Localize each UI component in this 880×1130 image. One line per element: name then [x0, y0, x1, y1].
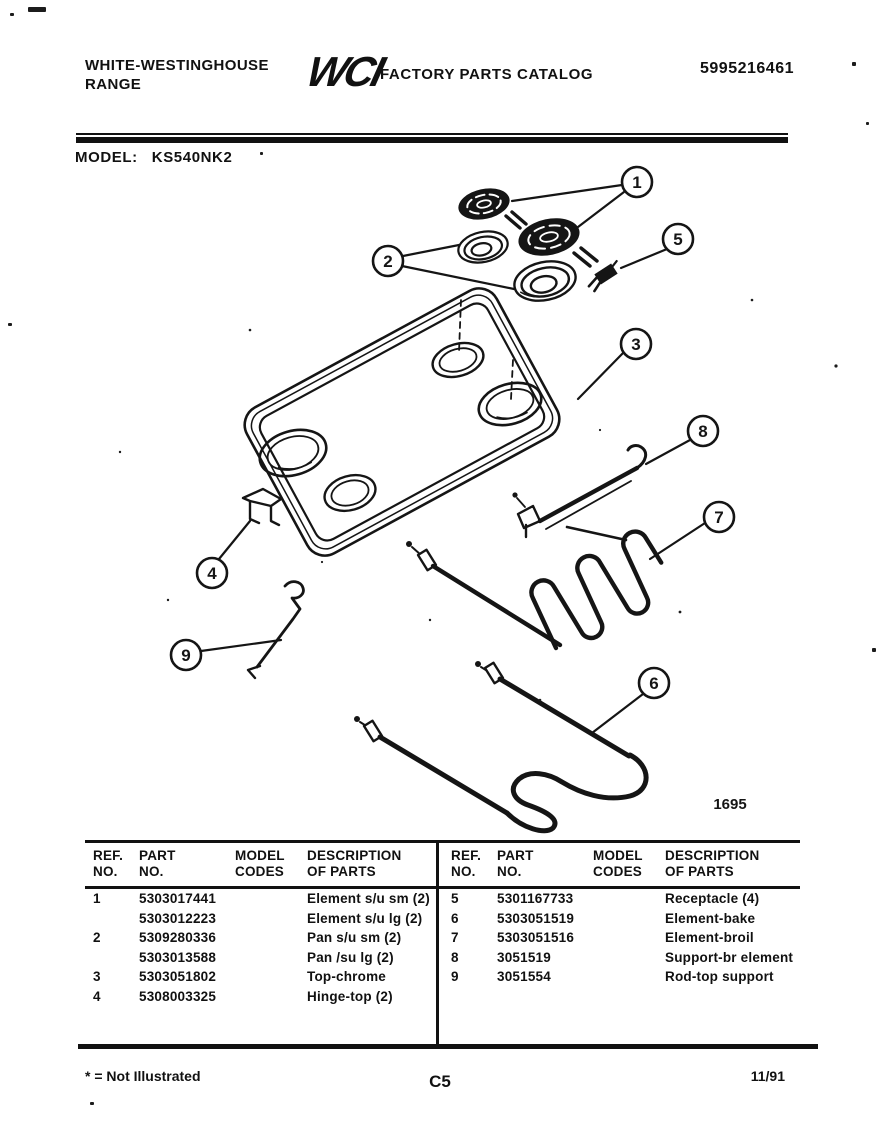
- model-codes-cell: [235, 948, 307, 968]
- callout-5: [663, 224, 693, 254]
- header-rule-thin: [76, 133, 788, 135]
- callout-9: [171, 640, 201, 670]
- scan-speck: [872, 648, 876, 652]
- ref-no-cell: 7: [451, 930, 459, 945]
- table-top-rule: [85, 840, 800, 843]
- drip-pan-large: [511, 256, 580, 306]
- description-cell: Element-broil: [665, 930, 754, 945]
- ref-no-cell: 6: [451, 910, 459, 926]
- description-cell: Pan /su lg (2): [307, 949, 394, 965]
- model-codes-cell: [235, 909, 307, 929]
- ref-no-cell: 1: [93, 891, 101, 906]
- description-cell: Element s/u sm (2): [307, 891, 430, 906]
- model-codes-cell: [593, 909, 665, 929]
- table-row: [93, 967, 433, 987]
- table-row: [93, 889, 433, 909]
- part-no-cell: 5303051802: [139, 969, 217, 984]
- brand-line2: RANGE: [85, 76, 142, 93]
- table-row: [451, 909, 796, 929]
- table-row: [93, 909, 433, 929]
- burner-opening-left: [254, 422, 331, 483]
- col-part-no: PART NO.: [139, 848, 176, 879]
- scan-speck: [260, 152, 263, 155]
- burner-opening-bottom: [320, 469, 379, 516]
- wci-logo: WCI: [302, 48, 387, 95]
- model-codes-cell: [593, 889, 665, 909]
- surface-element-small-terminal: [506, 212, 526, 228]
- svg-text:9: 9: [181, 646, 191, 665]
- scan-speck: [90, 1102, 94, 1105]
- svg-text:8: 8: [698, 422, 708, 441]
- part-no-cell: 3051554: [497, 969, 551, 984]
- callout-2-leader-a: [403, 245, 459, 256]
- burner-opening-top: [429, 337, 488, 382]
- svg-text:7: 7: [714, 508, 724, 527]
- publication-number: 5995216461: [700, 60, 794, 77]
- not-illustrated-note: * = Not Illustrated: [85, 1068, 201, 1084]
- description-cell: Receptacle (4): [665, 891, 760, 906]
- part-no-cell: 5303013588: [139, 949, 217, 965]
- ref-no-cell: [93, 948, 139, 968]
- surface-element-large-terminal: [574, 248, 597, 266]
- ref-no-cell: 9: [451, 969, 459, 984]
- part-no-cell: 5303012223: [139, 910, 217, 926]
- model-codes-cell: [593, 948, 665, 968]
- scan-speck: [28, 7, 46, 12]
- callout-8: [688, 416, 718, 446]
- brand-line1: WHITE-WESTINGHOUSE: [85, 57, 269, 74]
- col-model-codes: MODEL CODES: [593, 848, 643, 879]
- table-header: [93, 848, 433, 880]
- revision-date: 11/91: [750, 1068, 785, 1084]
- callout-3: [621, 329, 651, 359]
- part-no-cell: 5309280336: [139, 930, 217, 945]
- scan-speck: [8, 323, 12, 326]
- callout-1-leader-a: [512, 185, 622, 201]
- table-row: [451, 967, 796, 987]
- callout-4-leader: [219, 521, 250, 559]
- model-codes-cell: [235, 928, 307, 948]
- hinge-part: [243, 489, 281, 525]
- svg-text:4: 4: [207, 564, 217, 583]
- table-body-right: [451, 889, 796, 987]
- part-no-cell: 5303051519: [497, 910, 575, 926]
- callout-6-leader: [592, 694, 643, 733]
- svg-text:6: 6: [649, 674, 659, 693]
- bake-element: [354, 661, 646, 831]
- exploded-parts-diagram: [0, 165, 880, 840]
- ref-no-cell: 5: [451, 891, 459, 906]
- col-description: DESCRIPTION OF PARTS: [307, 848, 402, 879]
- callout-5-leader: [621, 249, 667, 268]
- part-no-cell: 3051519: [497, 949, 551, 965]
- parts-table-right: [451, 848, 796, 987]
- description-cell: Element s/u lg (2): [307, 910, 423, 926]
- callout-1-leader-b: [578, 192, 624, 227]
- col-model-codes: MODEL CODES: [235, 848, 285, 879]
- col-ref-no: REF. NO.: [451, 848, 482, 879]
- figure-number: 1695: [713, 796, 747, 813]
- callout-3-leader: [578, 352, 624, 399]
- ref-no-cell: 3: [93, 969, 101, 984]
- callout-7-leader: [650, 523, 705, 559]
- callout-4: [197, 558, 227, 588]
- table-header: [451, 848, 796, 880]
- callout-2-leader-b: [402, 266, 514, 289]
- burner-opening-right: [474, 376, 547, 432]
- table-row: [93, 987, 433, 1007]
- callout-7: [704, 502, 734, 532]
- model-codes-cell: [593, 928, 665, 948]
- model-number: KS540NK2: [151, 149, 233, 166]
- description-cell: Rod-top support: [665, 969, 774, 984]
- col-part-no: PART NO.: [497, 848, 534, 879]
- part-no-cell: 5303051516: [497, 930, 575, 945]
- callout-8-leader: [646, 440, 690, 464]
- col-description: DESCRIPTION OF PARTS: [665, 848, 760, 879]
- model-line: [75, 149, 232, 166]
- table-divider: [436, 840, 439, 1049]
- scan-speck: [866, 122, 869, 125]
- callout-6: [639, 668, 669, 698]
- part-no-cell: 5308003325: [139, 988, 217, 1004]
- svg-text:1: 1: [632, 173, 642, 192]
- svg-text:3: 3: [631, 335, 641, 354]
- table-row: [451, 948, 796, 968]
- alignment-dashed-line-2: [511, 360, 513, 399]
- model-codes-cell: [235, 987, 307, 1007]
- scan-speck: [10, 13, 14, 16]
- model-codes-cell: [235, 889, 307, 909]
- description-cell: Element-bake: [665, 910, 756, 926]
- model-codes-cell: [593, 967, 665, 987]
- surface-element-small: [455, 184, 512, 224]
- callout-leaders: [201, 185, 708, 733]
- description-cell: Support-br element: [665, 949, 794, 965]
- ref-no-cell: 2: [93, 930, 101, 945]
- ref-no-cell: 8: [451, 949, 459, 965]
- broil-element: [406, 526, 678, 656]
- scan-speck: [852, 62, 856, 66]
- drip-pan-small: [455, 227, 510, 267]
- description-cell: Top-chrome: [307, 969, 386, 984]
- brand-title: [85, 56, 269, 94]
- model-label: MODEL:: [75, 149, 138, 166]
- col-ref-no: REF. NO.: [93, 848, 124, 879]
- description-cell: Pan s/u sm (2): [307, 930, 402, 945]
- callout-2: [373, 246, 403, 276]
- header-rule-thick: [76, 137, 788, 143]
- svg-text:2: 2: [383, 252, 393, 271]
- table-row: [93, 948, 433, 968]
- part-no-cell: 5303017441: [139, 891, 217, 906]
- ref-no-cell: [93, 909, 139, 929]
- callout-1: [622, 167, 652, 197]
- model-codes-cell: [235, 967, 307, 987]
- table-row: [451, 889, 796, 909]
- svg-text:5: 5: [673, 230, 683, 249]
- part-no-cell: 5301167733: [497, 891, 574, 906]
- broil-support-bracket: [512, 446, 645, 537]
- scan-noise: [119, 299, 838, 702]
- top-support-rod: [248, 582, 303, 678]
- table-row: [93, 928, 433, 948]
- table-body-left: [93, 889, 433, 1006]
- parts-table-left: [93, 848, 433, 1006]
- page-number: C5: [429, 1072, 451, 1091]
- catalog-title: FACTORY PARTS CATALOG: [380, 66, 594, 83]
- table-row: [451, 928, 796, 948]
- table-bottom-rule: [78, 1044, 818, 1049]
- description-cell: Hinge-top (2): [307, 988, 393, 1004]
- ref-no-cell: 4: [93, 988, 101, 1004]
